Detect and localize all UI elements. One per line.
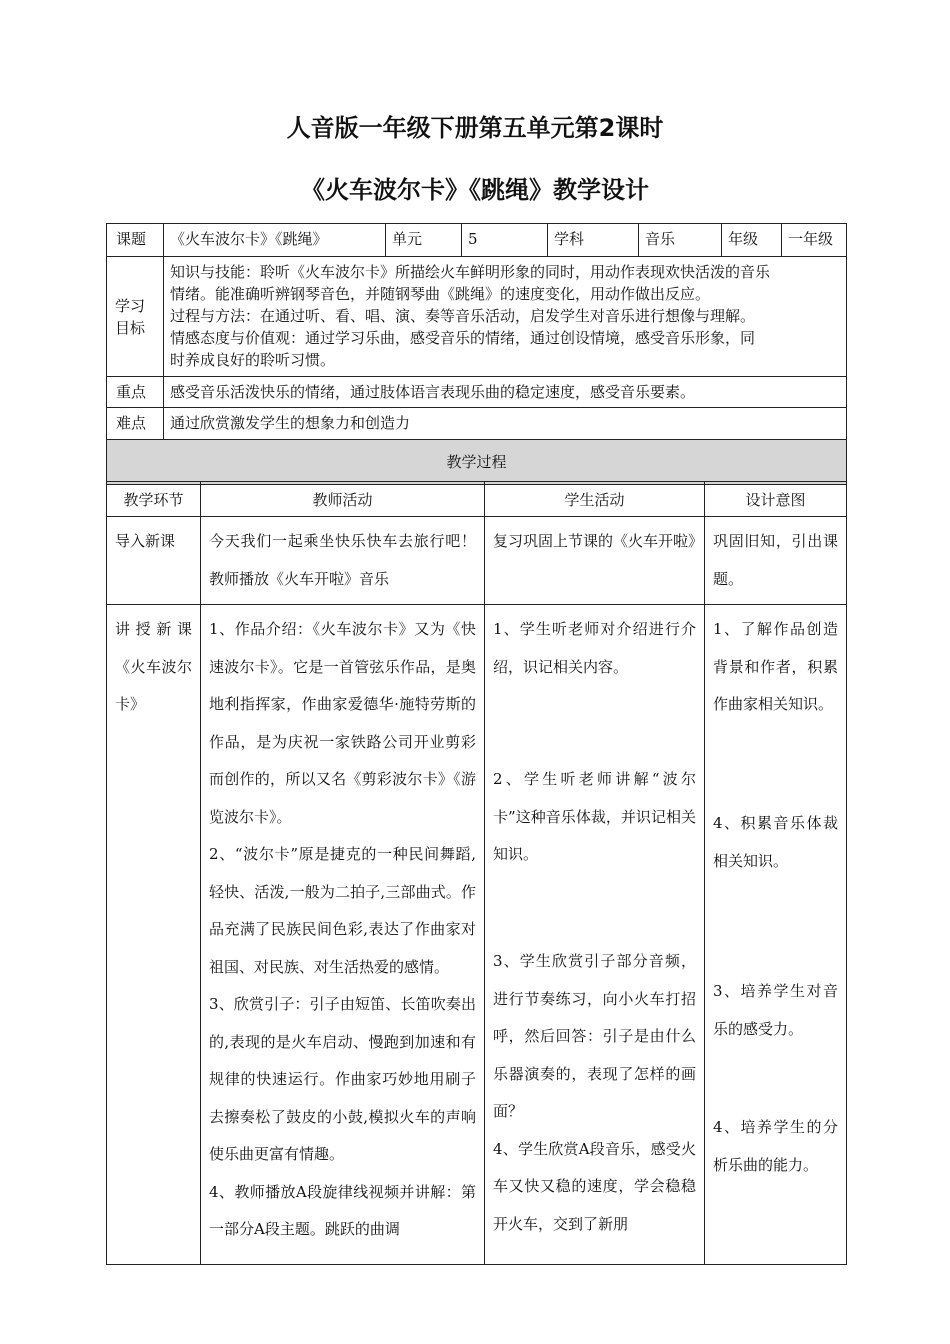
intent-new-lesson	[705, 605, 847, 1265]
student-intro: 复习巩固上节课的《火车开啦》	[485, 517, 705, 605]
grade-label: 年级	[722, 224, 782, 257]
teacher-step-4: 4、教师播放A段旋律线视频并讲解：第一部分A段主题。跳跃的曲调	[209, 1182, 476, 1238]
header-student: 学生活动	[485, 482, 705, 517]
key-point-text: 感受音乐活泼快乐的情绪，通过肢体语言表现乐曲的稳定速度，感受音乐要素。	[164, 377, 847, 408]
teacher-step-1: 1、作品介绍：《火车波尔卡》又为《快速波尔卡》。它是一首管弦乐作品，是奥地利指挥家，作曲家爱德华·施特劳斯的作品，是为庆祝一家铁路公司开业剪彩而创作的，所以又名《剪彩波尔卡》《游览波尔卡》。	[209, 620, 476, 826]
goals-text: 知识与技能：聆听《火车波尔卡》所描绘火车鲜明形象的同时，用动作表现欢快活泼的音乐 情绪。能准确听辨钢琴音色，并随钢琴曲《跳绳》的速度变化，用动作做出反应。 过程与方法：在通过听、看、唱、演、奏等音乐活动，启发学生对音乐进行想像与理解。 情感态度与价值观：通过学习乐曲，感受音乐的情绪，通过创设情境，感受音乐形象，同 时养成良好的聆听习惯。	[164, 257, 847, 377]
student-step-2: 2、学生听老师讲解“波尔卡”这种音乐体裁，并识记相关知识。	[493, 770, 696, 863]
topic-value: 《火车波尔卡》《跳绳》	[164, 224, 386, 257]
unit-label: 单元	[386, 224, 462, 257]
grade-value: 一年级	[782, 224, 847, 257]
teacher-step-3: 3、欣赏引子：引子由短笛、长笛吹奏出的,表现的是火车启动、慢跑到加速和有规律的快速运行。作曲家巧妙地用刷子去擦奏松了鼓皮的小鼓,模拟火车的声响使乐曲更富有情趣。	[209, 995, 476, 1163]
teaching-process-table	[106, 481, 847, 1265]
document-title-line1: 人音版一年级下册第五单元第2课时	[286, 114, 664, 142]
intent-step-3: 3、培养学生对音乐的感受力。	[713, 982, 838, 1038]
difficulty-text: 通过欣赏激发学生的想象力和创造力	[164, 408, 847, 440]
student-step-3: 3、学生欣赏引子部分音频，进行节奏练习，向小火车打招呼，然后回答：引子是由什么乐器演奏的，表现了怎样的画面？	[493, 952, 696, 1120]
intent-intro: 巩固旧知，引出课题。	[705, 517, 847, 605]
subject-label: 学科	[548, 224, 639, 257]
topic-label: 课题	[107, 224, 164, 257]
document-title-line2: 《火车波尔卡》《跳绳》教学设计	[301, 176, 649, 204]
process-band: 教学过程	[107, 440, 847, 485]
subject-value: 音乐	[639, 224, 722, 257]
key-point-label: 重点	[107, 377, 164, 408]
difficulty-label: 难点	[107, 408, 164, 440]
goals-label: 学习 目标	[107, 257, 164, 377]
student-step-4: 4、学生欣赏A段音乐，感受火车又快又稳的速度，学会稳稳开火车，交到了新朋	[493, 1139, 696, 1233]
student-step-1: 1、学生听老师对介绍进行介绍，识记相关内容。	[493, 620, 696, 676]
teacher-new-lesson	[201, 605, 485, 1265]
stage-intro: 导入新课	[107, 517, 201, 605]
stage-new-lesson: 讲授新课《火车波尔卡》	[107, 605, 201, 1265]
header-teacher: 教师活动	[201, 482, 485, 517]
student-new-lesson	[485, 605, 705, 1265]
teacher-intro: 今天我们一起乘坐快乐快车去旅行吧！教师播放《火车开啦》音乐	[201, 517, 485, 605]
lesson-info-table	[106, 223, 847, 485]
header-stage: 教学环节	[107, 482, 201, 517]
intent-step-1: 1、了解作品创造背景和作者，积累作曲家相关知识。	[713, 620, 838, 713]
teacher-step-2: 2、“波尔卡”原是捷克的一种民间舞蹈,轻快、活泼,一般为二拍子,三部曲式。作品充满了民族民间色彩,表达了作曲家对祖国、对民族、对生活热爱的感情。	[209, 845, 476, 976]
intent-step-2: 4、积累音乐体裁相关知识。	[713, 814, 838, 870]
header-intent: 设计意图	[705, 482, 847, 517]
unit-value: 5	[462, 224, 548, 257]
intent-step-4: 4、培养学生的分析乐曲的能力。	[713, 1118, 838, 1174]
